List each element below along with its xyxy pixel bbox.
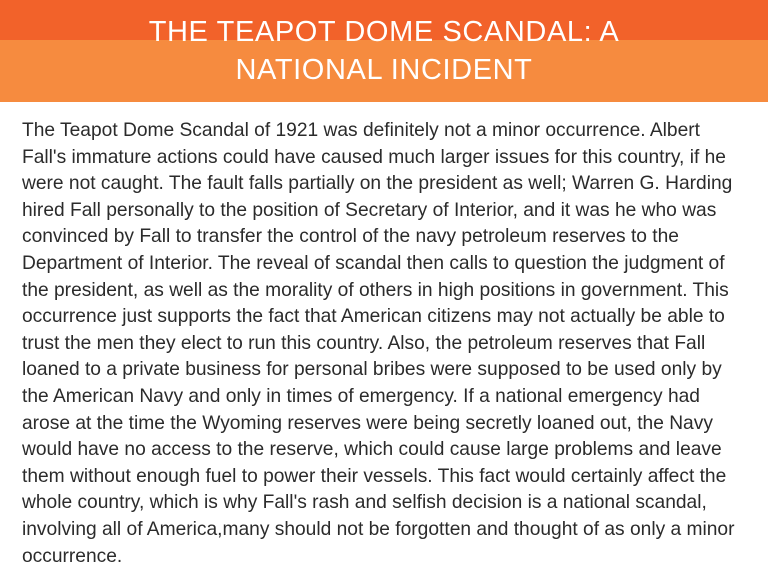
page-title-line-1: THE TEAPOT DOME SCANDAL: A: [148, 16, 620, 48]
body-paragraph: The Teapot Dome Scandal of 1921 was definitely not a minor occurrence. Albert Fall's immature actions could have caused much larger issues for this country, if he were not caught. The fault falls partially on the president as well; Warren G. Harding hired Fall personally to the position of Secretary of Interior, and it was he who was convinced by Fall to transfer the control of the navy petroleum reserves to the Department of Interior. The reveal of scandal then calls to question the judgment of the president, as well as the morality of others in high positions in government. This occurrence just supports the fact that American citizens may not actually be able to trust the men they elect to run this country. Also, the petroleum reserves that Fall loaned to a private business for personal bribes were supposed to be used only by the American Navy and only in times of emergency. If a national emergency had arose at the time the Wyoming reserves were being secretly loaned out, the Navy would have no access to the reserve, which could cause large problems and leave them without enough fuel to power their vessels. This fact would certainly affect the whole country, which is why Fall's rash and selfish decision is a national scandal, involving all of America,many should not be forgotten and thought of as only a minor occurrence.: [22, 120, 740, 567]
page-title: [0, 0, 768, 102]
page-title-line-2: NATIONAL INCIDENT: [235, 54, 533, 86]
